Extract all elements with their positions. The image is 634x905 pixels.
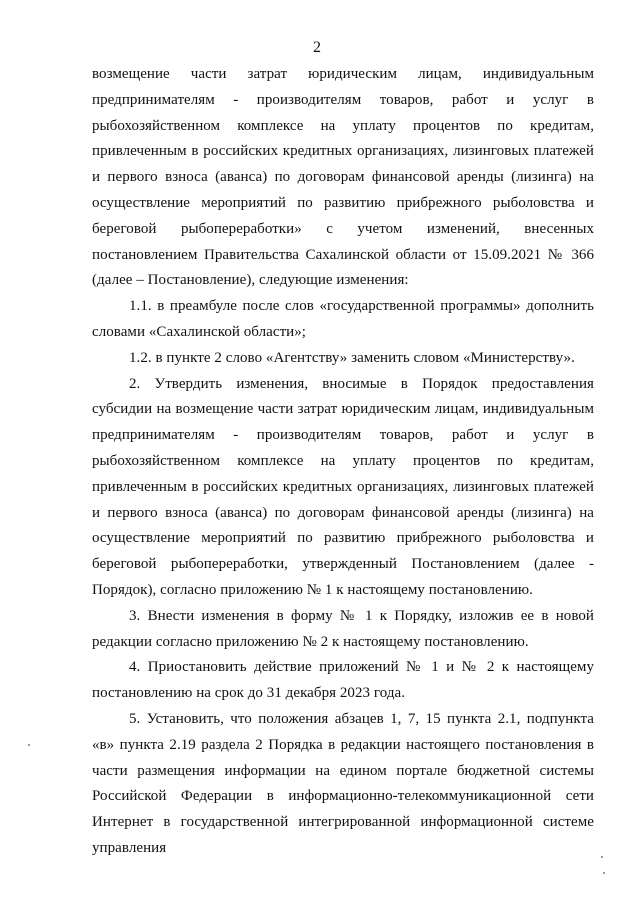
scan-speck bbox=[603, 872, 605, 874]
paragraph-3: 3. Внести изменения в форму № 1 к Порядку, изложив ее в новой редакции согласно приложению № 2 к настоящему постановлению. bbox=[92, 607, 594, 650]
paragraph-continuation: возмещение части затрат юридическим лицам, индивидуальным предпринимателям - производителям товаров, работ и услуг в рыбохозяйственном комплексе на уплату процентов по кредитам, привлеченным в российских кредитных организациях, лизинговых платежей и первого взноса (аванса) по договорам финансовой аренды (лизинга) на осуществление мероприятий по развитию прибрежного рыболовства и береговой рыбопереработки» с учетом изменений, внесенных постановлением Правительства Сахалинской области от 15.09.2021 № 366 (далее – Постановление), следующие изменения: bbox=[92, 66, 594, 289]
scan-speck bbox=[601, 856, 603, 858]
paragraph-4: 4. Приостановить действие приложений № 1 и № 2 к настоящему постановлению на срок до 31 декабря 2023 года. bbox=[92, 659, 594, 702]
page-number: 2 bbox=[313, 39, 321, 56]
paragraph-1-2: 1.2. в пункте 2 слово «Агентству» заменить словом «Министерству». bbox=[129, 349, 575, 366]
paragraph-5: 5. Установить, что положения абзацев 1, 7, 15 пункта 2.1, подпункта «в» пункта 2.19 раздела 2 Порядка в редакции настоящего постановления в части размещения информации на едином портале бюджетной системы Российской Федерации в информационно-телекоммуникационной сети Интернет в государственной интегрированной информационной системе управления bbox=[92, 710, 594, 856]
paragraph-2: 2. Утвердить изменения, вносимые в Порядок предоставления субсидии на возмещение части затрат юридическим лицам, индивидуальным предпринимателям - производителям товаров, работ и услуг в рыбохозяйственном комплексе на уплату процентов по кредитам, привлеченным в российских кредитных организациях, лизинговых платежей и первого взноса (аванса) по договорам финансовой аренды (лизинга) на осуществление мероприятий по развитию прибрежного рыболовства и береговой рыбопереработки, утвержденный Постановлением (далее - Порядок), согласно приложению № 1 к настоящему постановлению. bbox=[92, 375, 594, 598]
scan-speck bbox=[28, 744, 30, 746]
paragraph-1-1: 1.1. в преамбуле после слов «государственной программы» дополнить словами «Сахалинской области»; bbox=[92, 298, 594, 340]
document-body bbox=[92, 62, 594, 862]
